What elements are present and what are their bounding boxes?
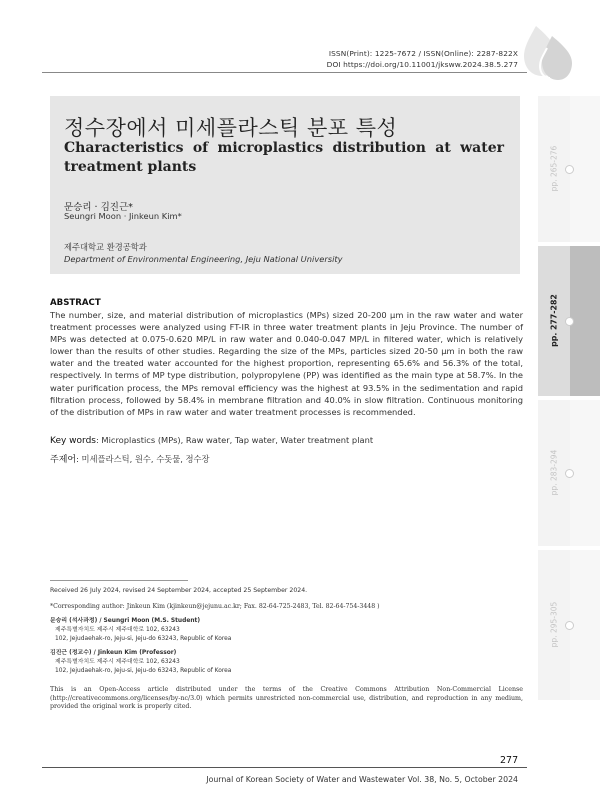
doi-text: DOI https://doi.org/10.11001/jksww.2024.38.5.277 [326,60,518,69]
corresponding-author: *Corresponding author: Jinkeun Kim (kjinkeun@jejunu.ac.kr; Fax. 82-64-725-2483, Tel. 82-64-754-3448 ) [50,603,380,610]
keywords-text: : Microplastics (MPs), Raw water, Tap water, Water treatment plant [96,435,374,445]
footnote-rule [50,580,188,581]
side-tab-label-2: pp. 277-282 [549,294,559,347]
english-authors: Seungri Moon · Jinkeun Kim* [64,211,182,221]
abstract-body: The number, size, and material distribution of microplastics (MPs) sized 20-200 μm in the raw water and water treatment processes were analyzed using FT-IR in three water treatment plants in Jeju Province. The number of MPs was detected at 0.075-0.620 MP/L in raw water and 0.040-0.047 MP/L in filtered water, which is relatively lower than the results of other studies. Regarding the size of the MPs, particles sized 20-50 μm in both the raw water and the treated water accounted for the highest proportion, representing 65.6% and 56.3% of the total, respectively. In terms of MP type distribution, polypropylene (PP) was identified as the main type at 58.7%. In the water purification process, the MPs removal efficiency was the highest at 93.5% in the sedimentation and rapid filtration process, followed by 58.4% in membrane filtration and 40.0% in slow filtration. Continuous monitoring of the distribution of MPs in raw water and water treatment processes is recommended. [50,310,523,417]
side-tab-label-4: pp. 295-305 [549,601,559,648]
side-tab-dot-2 [565,317,574,326]
address-name: 김진근 (정교수) / Jinkeun Kim (Professor) [50,650,177,656]
korean-authors: 문승리 · 김진근* [64,202,133,213]
korean-keywords-text: : 미세플라스틱, 원수, 수돗물, 정수장 [76,454,210,464]
address-line: 제주특별자치도 제주시 제주대학로 102, 63243 [55,659,180,665]
journal-drop-logo [522,22,574,84]
abstract-heading: ABSTRACT [50,298,101,308]
korean-keywords-label: 주제어 [50,455,77,465]
header-rule [42,72,527,73]
page-number: 277 [500,755,519,766]
english-affiliation: Department of Environmental Engineering, Jeju National University [64,254,343,264]
issn-block [327,48,518,70]
author-address-1 [50,617,231,644]
korean-title: 정수장에서 미세플라스틱 분포 특성 [64,116,398,140]
address-name: 문승리 (석사과정) / Seungri Moon (M.S. Student) [50,618,201,624]
english-title: Characteristics of microplastics distribution at water treatment plants [64,140,504,175]
address-line: 제주특별자치도 제주시 제주대학로 102, 63243 [55,627,180,633]
side-tab-dot-1 [565,165,574,174]
received-dates: Received 26 July 2024, revised 24 September 2024, accepted 25 September 2024. [50,587,308,594]
issn-text: ISSN(Print): 1225-7672 / ISSN(Online): 2287-822X [328,49,518,58]
address-line: 102, Jejudaehak-ro, Jeju-si, Jeju-do 63243, Republic of Korea [55,636,232,642]
journal-citation: Journal of Korean Society of Water and Wastewater Vol. 38, No. 5, October 2024 [206,775,518,784]
side-bar-4 [570,550,600,700]
korean-affiliation: 제주대학교 환경공학과 [64,242,147,252]
korean-keywords-line [50,452,210,465]
open-access-notice: This is an Open-Access article distributed under the terms of the Creative Commons Attribution Non-Commercial License (http://creativecommons.org/licenses/by-nc/3.0) which permits unrestricted non-commercial use, distribution, and reproduction in any medium, provided the original work is properly cited. [50,686,523,711]
keywords-label: Key words [50,436,96,446]
side-bar-1 [570,96,600,242]
author-address-2 [50,649,231,676]
side-tab-label-1: pp. 265-276 [549,145,559,192]
address-line: 102, Jejudaehak-ro, Jeju-si, Jeju-do 63243, Republic of Korea [55,668,232,674]
side-tab-label-3: pp. 283-294 [549,449,559,496]
side-tab-dot-4 [565,621,574,630]
footer-rule [42,767,527,768]
side-tab-dot-3 [565,469,574,478]
side-bar-3 [570,400,600,546]
side-bar-2 [570,246,600,396]
keywords-line [50,435,373,446]
